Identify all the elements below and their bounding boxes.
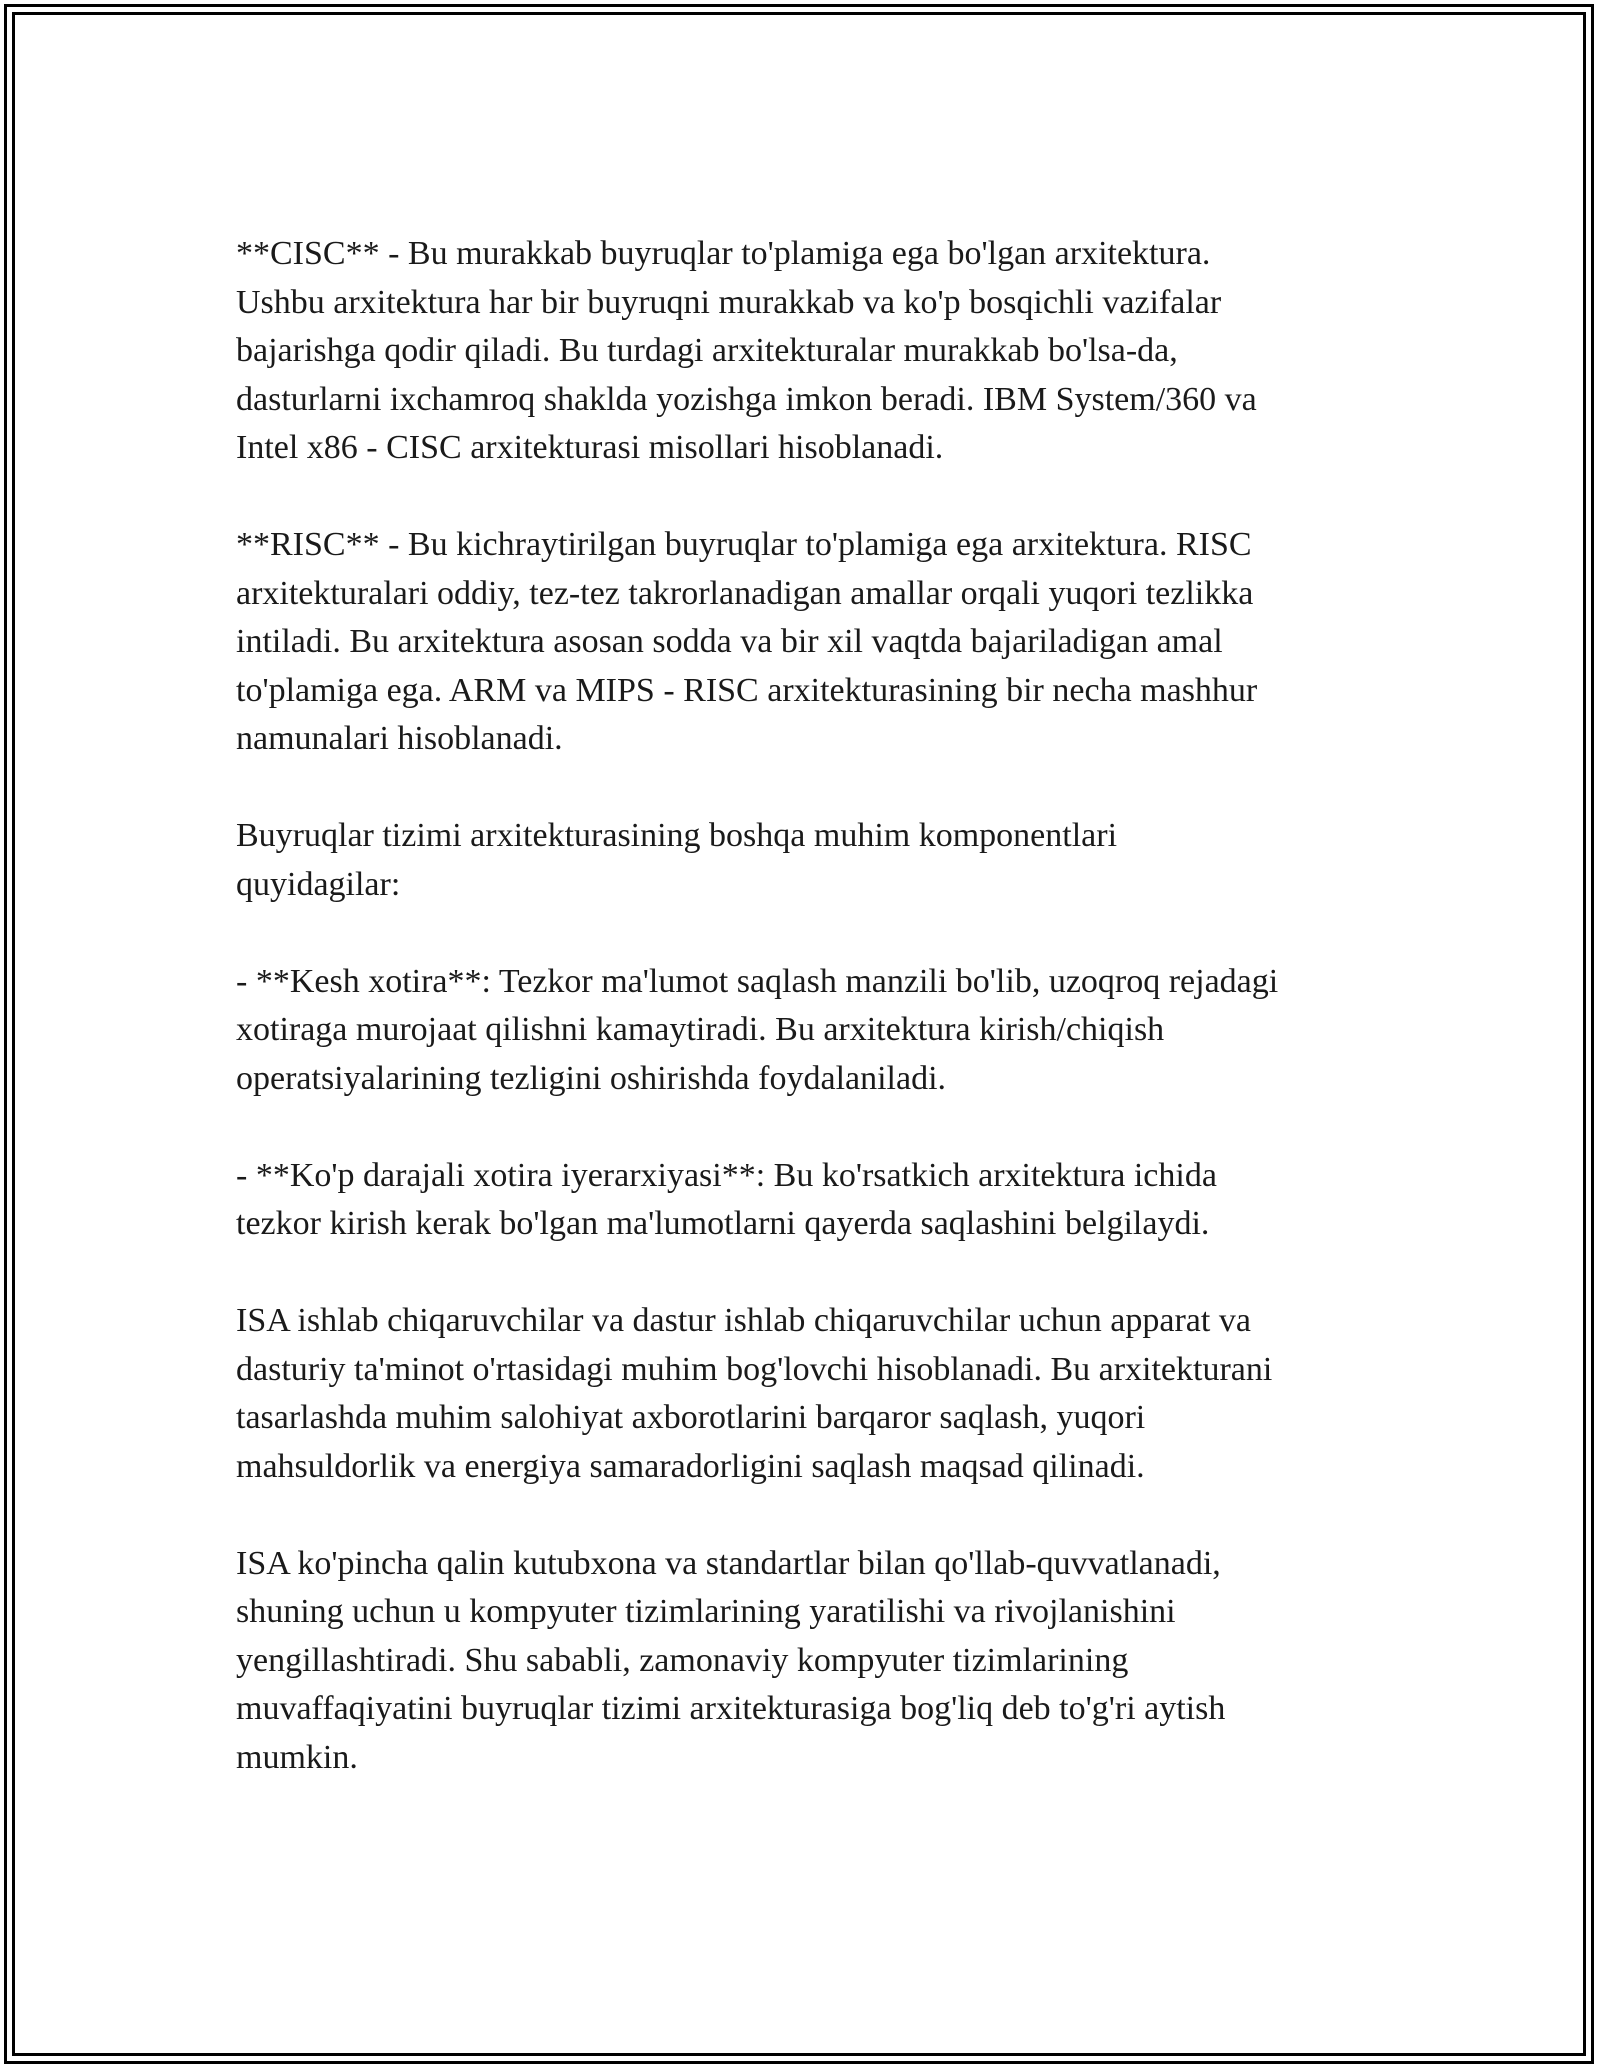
- paragraph-isa-role: ISA ishlab chiqaruvchilar va dastur ishlab chiqaruvchilar uchun apparat va dasturiy ta'minot o'rtasidagi muhim bog'lovchi hisoblanadi. Bu arxitekturani tasarlashda muhim salohiyat axborotlarini barqaror saqlash, yuqori mahsuldorlik va energiya samaradorligini saqlash maqsad qilinadi.: [236, 1302, 1273, 1485]
- paragraph-cisc: **CISC** - Bu murakkab buyruqlar to'plamiga ega bo'lgan arxitektura. Ushbu arxitektura har bir buyruqni murakkab va ko'p bosqichli vazifalar bajarishga qodir qiladi. Bu turdagi arxitekturalar murakkab bo'lsa-da, dasturlarni ixchamroq shaklda yozishga imkon beradi. IBM System/360 va Intel x86 - CISC arxitekturasi misollari hisoblanadi.: [236, 235, 1257, 466]
- document-body: [236, 230, 1396, 1782]
- paragraph-components-intro: Buyruqlar tizimi arxitekturasining boshqa muhim komponentlari quyidagilar:: [236, 817, 1118, 903]
- paragraph-isa-support: ISA ko'pincha qalin kutubxona va standartlar bilan qo'llab-quvvatlanadi, shuning uchun u kompyuter tizimlarining yaratilishi va rivojlanishini yengillashtiradi. Shu sababli, zamonaviy kompyuter tizimlarining muvaffaqiyatini buyruqlar tizimi arxitekturasiga bog'liq deb to'g'ri aytish mumkin.: [236, 1544, 1226, 1776]
- paragraph-cache-memory: - **Kesh xotira**: Tezkor ma'lumot saqlash manzili bo'lib, uzoqroq rejadagi xotiraga murojaat qilishni kamaytiradi. Bu arxitektura kirish/chiqish operatsiyalarining tezligini oshirishda foydalaniladi.: [236, 962, 1279, 1097]
- paragraph-memory-hierarchy: - **Ko'p darajali xotira iyerarxiyasi**: Bu ko'rsatkich arxitektura ichida tezkor kirish kerak bo'lgan ma'lumotlarni qayerda saqlashini belgilaydi.: [236, 1156, 1217, 1242]
- paragraph-risc: **RISC** - Bu kichraytirilgan buyruqlar to'plamiga ega arxitektura. RISC arxitekturalari oddiy, tez-tez takrorlanadigan amallar orqali yuqori tezlikka intiladi. Bu arxitektura asosan sodda va bir xil vaqtda bajariladigan amal to'plamiga ega. ARM va MIPS - RISC arxitekturasining bir necha mashhur namunalari hisoblanadi.: [236, 526, 1258, 757]
